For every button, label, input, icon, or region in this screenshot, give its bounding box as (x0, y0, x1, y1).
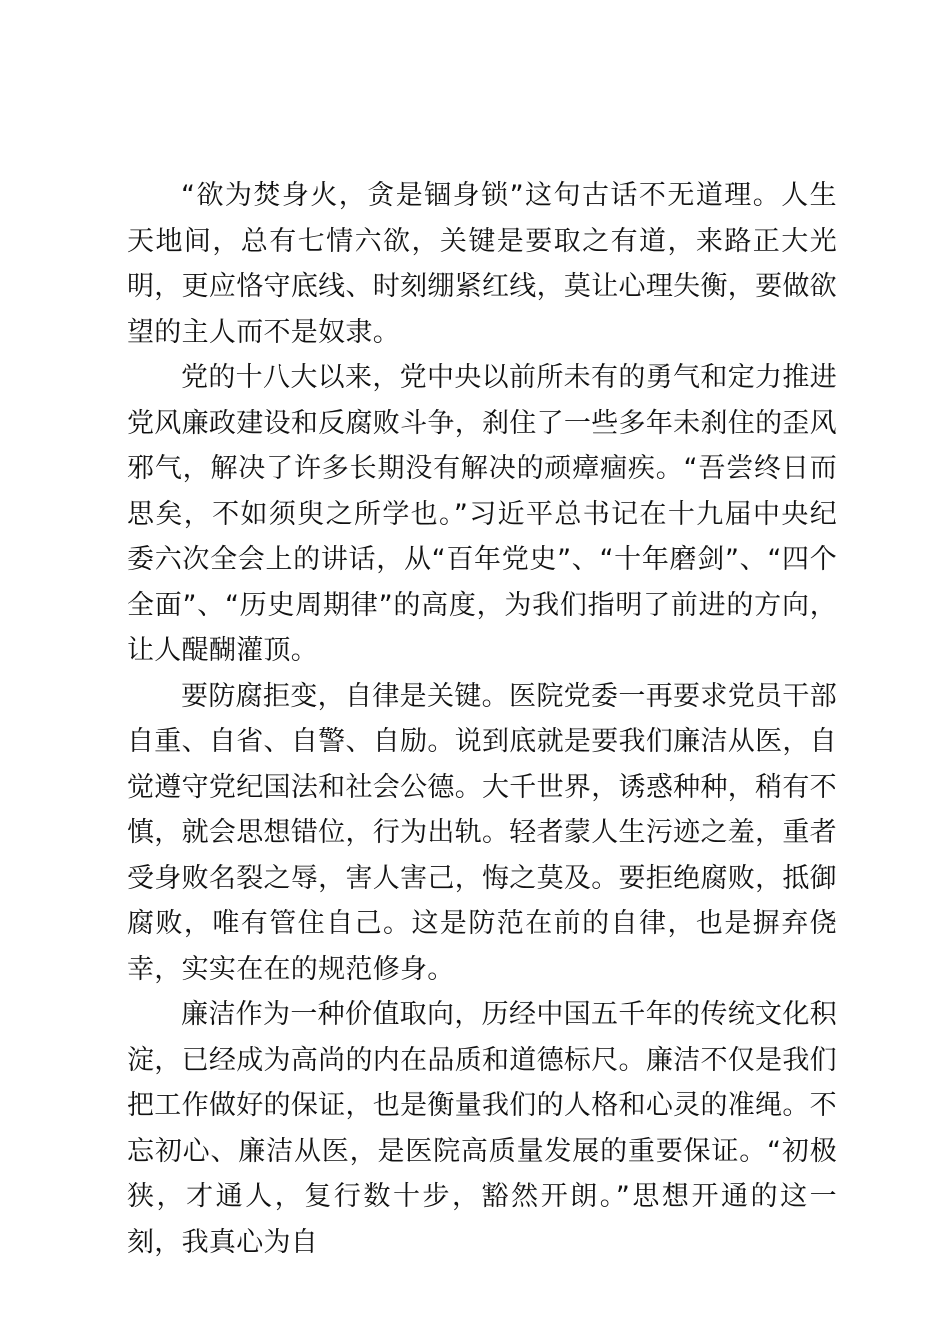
paragraph-4: 廉洁作为一种价值取向，历经中国五千年的传统文化积淀，已经成为高尚的内在品质和道德标尺。廉洁不仅是我们把工作做好的保证，也是衡量我们的人格和心灵的准绳。不忘初心、廉洁从医，是医院高质量发展的重要保证。“初极狭，才通人，复行数十步，豁然开朗。”思想开通的这一刻，我真心为自 (127, 999, 837, 1258)
document-body (127, 173, 837, 1265)
paragraph-1: “欲为焚身火，贪是锢身锁”这句古话不无道理。人生天地间，总有七情六欲，关键是要取之有道，来路正大光明，更应恪守底线、时刻绷紧红线，莫让心理失衡，要做欲望的主人而不是奴隶。 (127, 180, 837, 348)
paragraph-3: 要防腐拒变，自律是关键。医院党委一再要求党员干部自重、自省、自警、自励。说到底就是要我们廉洁从医，自觉遵守党纪国法和社会公德。大千世界，诱惑种种，稍有不慎，就会思想错位，行为出轨。轻者蒙人生污迹之羞，重者受身败名裂之辱，害人害己，悔之莫及。要拒绝腐败，抵御腐败，唯有管住自己。这是防范在前的自律，也是摒弃侥幸，实实在在的规范修身。 (127, 680, 837, 985)
paragraph-2: 党的十八大以来，党中央以前所未有的勇气和定力推进党风廉政建设和反腐败斗争，刹住了一些多年未刹住的歪风邪气，解决了许多长期没有解决的顽瘴痼疾。“吾尝终日而思矣，不如须臾之所学也。”习近平总书记在十九届中央纪委六次全会上的讲话，从“百年党史”、“十年磨剑”、“四个全面”、“历史周期律”的高度，为我们指明了前进的方向，让人醍醐灌顶。 (127, 362, 837, 666)
